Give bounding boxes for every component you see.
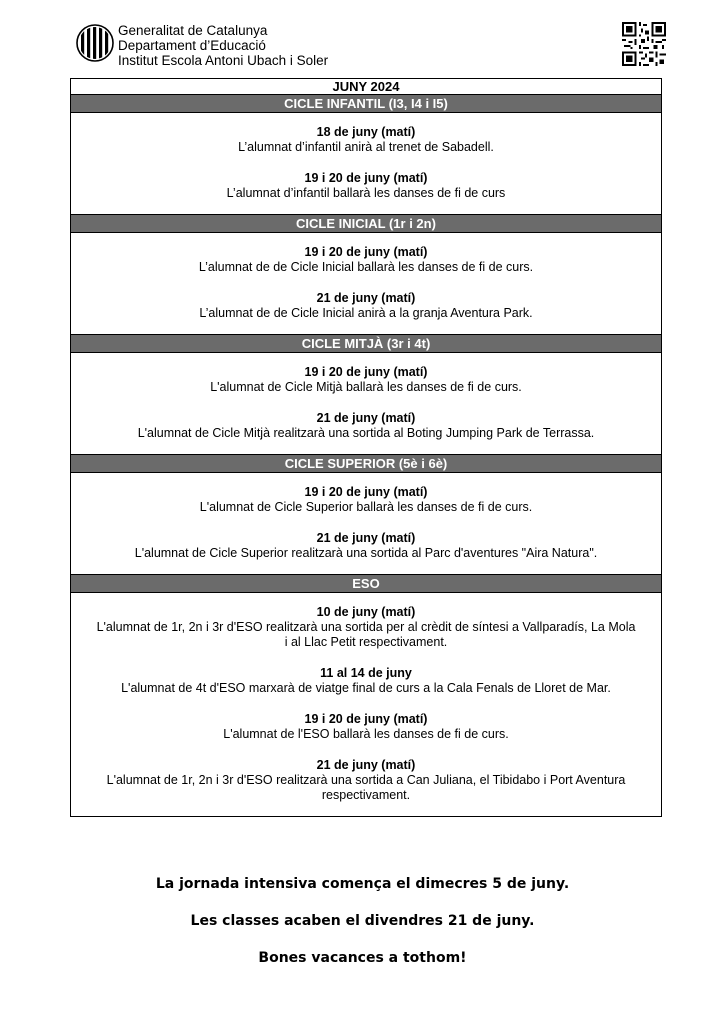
event-description: L’alumnat d’infantil ballarà les danses de fi de curs [226,186,506,200]
event-date: 18 de juny (matí) [316,125,416,139]
event [79,666,653,696]
footer-line-holidays: Bones vacances a tothom! [258,950,467,966]
footer-line-classes-end: Les classes acaben el divendres 21 de juny. [190,913,535,929]
table-title: JUNY 2024 [71,79,661,95]
section-cicle-inicial [71,215,661,335]
event-date: 21 de juny (matí) [316,758,416,772]
event-date: 21 de juny (matí) [316,291,416,305]
event-description: L'alumnat de 4t d'ESO marxarà de viatge final de curs a la Cala Fenals de Lloret de Mar. [121,681,611,695]
section-body [71,113,661,215]
document-header [74,22,668,68]
section-heading: CICLE INFANTIL (I3, I4 i I5) [71,95,661,113]
event [79,605,653,650]
section-heading: CICLE INICIAL (1r i 2n) [71,215,661,233]
event-date: 21 de juny (matí) [316,411,416,425]
event-description: L'alumnat de l'ESO ballarà les danses de fi de curs. [223,727,509,741]
event-description: L'alumnat de Cicle Superior realitzarà una sortida al Parc d'aventures "Aira Natura". [134,546,598,560]
org-line-2: Departament d’Educació [118,38,266,53]
footer-notes [0,874,725,985]
event-description-line: L'alumnat de 1r, 2n i 3r d'ESO realitzarà una sortida per al crèdit de síntesi a Vallparadís, La Mola [96,620,636,634]
generalitat-logo-icon [76,24,114,62]
event-date: 19 i 20 de juny (matí) [304,485,428,499]
event [79,712,653,742]
section-heading: ESO [71,575,661,593]
event-description: L'alumnat de Cicle Mitjà realitzarà una sortida al Boting Jumping Park de Terrassa. [137,426,595,440]
section-cicle-infantil [71,95,661,215]
event [79,485,653,515]
event [79,531,653,561]
event-description-line: L'alumnat de 1r, 2n i 3r d'ESO realitzarà una sortida a Can Juliana, el Tibidabo i Port Aventura [106,773,626,787]
schedule-table [70,78,662,817]
section-cicle-mitja [71,335,661,455]
event-date: 19 i 20 de juny (matí) [304,365,428,379]
event-description: L'alumnat de Cicle Superior ballarà les danses de fi de curs. [199,500,533,514]
org-line-3: Institut Escola Antoni Ubach i Soler [118,53,329,68]
event [79,365,653,395]
event-date: 10 de juny (matí) [316,605,416,619]
event [79,291,653,321]
event-description: L’alumnat de de Cicle Inicial ballarà les danses de fi de curs. [198,260,534,274]
section-heading: CICLE MITJÀ (3r i 4t) [71,335,661,353]
event-date: 19 i 20 de juny (matí) [304,245,428,259]
qr-code-icon[interactable] [620,22,668,66]
event [79,245,653,275]
event-date: 11 al 14 de juny [320,666,412,680]
organization-name [118,23,328,68]
event-date: 19 i 20 de juny (matí) [304,171,428,185]
section-eso [71,575,661,816]
section-body [71,353,661,455]
event [79,758,653,803]
event-date: 21 de juny (matí) [316,531,416,545]
event [79,411,653,441]
event-description: L'alumnat de Cicle Mitjà ballarà les danses de fi de curs. [210,380,522,394]
section-body [71,593,661,816]
event [79,171,653,201]
event-description: L’alumnat de de Cicle Inicial anirà a la granja Aventura Park. [199,306,533,320]
event-date: 19 i 20 de juny (matí) [304,712,428,726]
event-description-line: respectivament. [321,788,411,802]
section-cicle-superior [71,455,661,575]
section-body [71,233,661,335]
section-heading: CICLE SUPERIOR (5è i 6è) [71,455,661,473]
event [79,125,653,155]
section-body [71,473,661,575]
event-description: L’alumnat d’infantil anirà al trenet de Sabadell. [238,140,494,154]
event-description-line: i al Llac Petit respectivament. [284,635,448,649]
org-line-1: Generalitat de Catalunya [118,23,268,38]
footer-line-intensive: La jornada intensiva comença el dimecres 5 de juny. [155,876,570,892]
